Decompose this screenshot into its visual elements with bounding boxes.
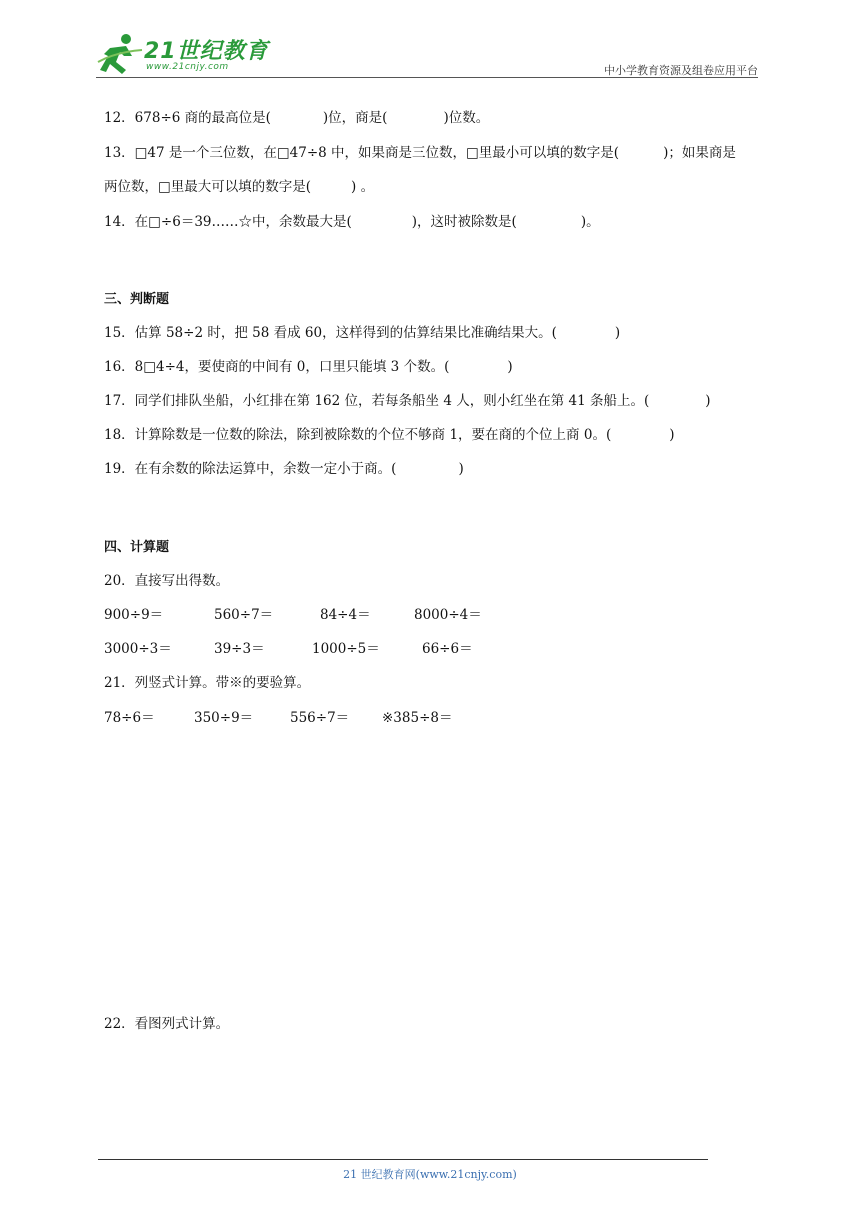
question-18: 18．计算除数是一位数的除法，除到被除数的个位不够商 1，要在商的个位上商 0。( ) [104, 427, 675, 443]
calc-item: 350÷9＝ [194, 710, 254, 726]
footer-divider [98, 1159, 708, 1160]
footer-text: 21 世纪教育网(www.21cnjy.com) [343, 1168, 517, 1181]
question-19: 19．在有余数的除法运算中，余数一定小于商。( ) [104, 461, 464, 477]
calc-item: 78÷6＝ [104, 710, 155, 726]
calc-item: ※385÷8＝ [382, 710, 453, 726]
calc-item: 8000÷4＝ [414, 607, 482, 623]
question-13-cont: 两位数，□里最大可以填的数字是( ) 。 [104, 179, 375, 195]
calc-item: 900÷9＝ [104, 607, 164, 623]
calc-item: 1000÷5＝ [312, 641, 380, 657]
question-22: 22．看图列式计算。 [104, 1016, 230, 1032]
calc-item: 84÷4＝ [320, 607, 371, 623]
question-13: 13．□47 是一个三位数，在□47÷8 中，如果商是三位数，□里最小可以填的数字是( )；如果商是 [104, 145, 736, 161]
calc-item: 39÷3＝ [214, 641, 265, 657]
page-header [96, 28, 758, 80]
section-title-judgement: 三、判断题 [104, 292, 170, 307]
section-title-calculation: 四、计算题 [104, 540, 170, 555]
calc-item: 66÷6＝ [422, 641, 473, 657]
question-17: 17．同学们排队坐船，小红排在第 162 位，若每条船坐 4 人，则小红坐在第 41 条船上。( ) [104, 393, 711, 409]
question-21: 21．列竖式计算。带※的要验算。 [104, 675, 311, 691]
logo-url: www.21cnjy.com [146, 62, 229, 72]
calc-item: 560÷7＝ [214, 607, 274, 623]
header-divider [96, 77, 758, 78]
question-16: 16．8□4÷4，要使商的中间有 0，口里只能填 3 个数。( ) [104, 359, 513, 375]
question-20: 20．直接写出得数。 [104, 573, 230, 589]
platform-title: 中小学教育资源及组卷应用平台 [604, 64, 758, 77]
logo [96, 32, 296, 78]
question-14: 14．在□÷6＝39……☆中，余数最大是( )，这时被除数是( )。 [104, 214, 600, 230]
question-15: 15．估算 58÷2 时，把 58 看成 60，这样得到的估算结果比准确结果大。( ) [104, 325, 621, 341]
question-12: 12．678÷6 商的最高位是( )位，商是( )位数。 [104, 110, 490, 126]
calc-item: 3000÷3＝ [104, 641, 172, 657]
runner-logo-icon [96, 32, 144, 76]
calc-item: 556÷7＝ [290, 710, 350, 726]
logo-text: 21世纪教育 [144, 39, 269, 64]
